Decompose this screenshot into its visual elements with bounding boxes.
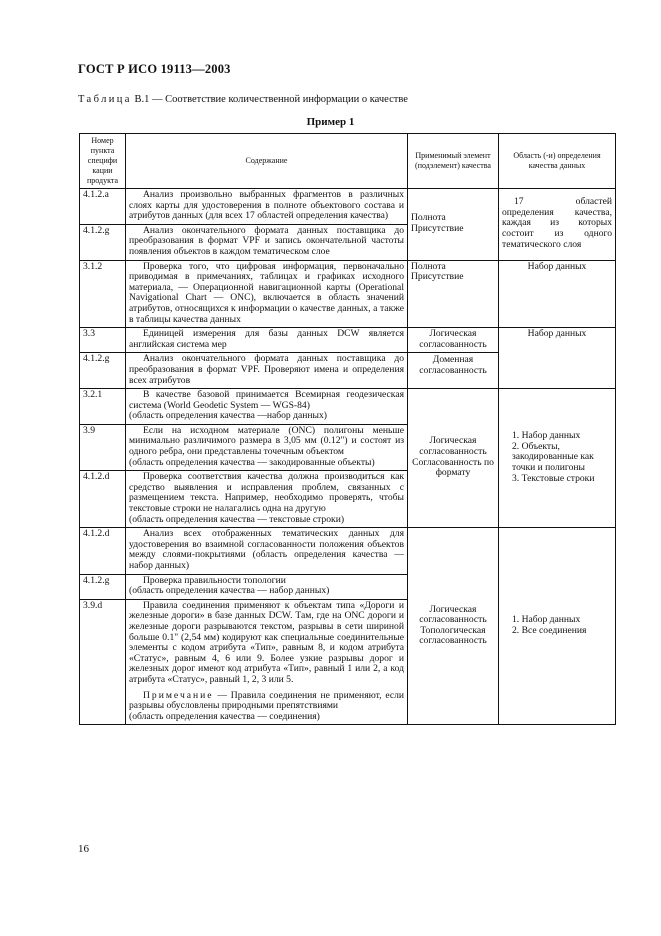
element-cell <box>408 189 499 261</box>
caption-id: В.1 <box>134 94 150 105</box>
clause-number: 4.1.2.a <box>80 189 126 225</box>
content-cell <box>126 328 408 353</box>
area-list-item: 2. Объекты, закодированные как точки и полигоны <box>512 440 594 473</box>
area-text: 17 областей определения качества, каждая из которых состоит из одного тематического слоя <box>502 196 612 250</box>
clause-number: 3.2.1 <box>80 389 126 425</box>
content-text: Анализ всех отображенных тематических данных для удостоверения во взаимной согласованности положения объектов между слоями-покрытиями (область определения качества — набор данных) <box>129 528 404 571</box>
area-text: Набор данных <box>527 328 587 340</box>
area-list <box>502 431 612 484</box>
caption-label: Таблица <box>78 94 132 105</box>
element-cell <box>408 328 499 389</box>
clause-number: 3.1.2 <box>80 260 126 328</box>
content-cell <box>126 353 408 389</box>
area-text: Набор данных <box>527 260 587 272</box>
content-scope: (область определения качества —набор данных) <box>129 410 327 422</box>
subelement-name: Топологическая согласованность <box>419 624 487 647</box>
note-text: — Правила соединения не применяют, если разрывы обусловлены природными препятствиями <box>129 689 404 712</box>
content-note <box>129 691 404 712</box>
subelement-name: Присутствие <box>411 271 464 283</box>
table-caption <box>78 94 408 105</box>
content-scope: (область определения качества — набор данных) <box>129 585 330 597</box>
subelement-name: Доменная согласованность <box>408 352 498 376</box>
table-row <box>80 260 616 328</box>
header-element: Применимый элемент (подэлемент) качества <box>408 134 499 189</box>
area-list-item: 3. Текстовые строки <box>512 472 595 484</box>
area-cell <box>499 328 616 389</box>
content-text: Проверка правильности топологии <box>143 574 286 586</box>
element-name: Полнота <box>411 212 446 224</box>
content-text: Анализ окончательного формата данных поставщика до преобразования в формат VPF. Проверяют имена и определения всех атрибутов <box>129 353 404 386</box>
table-row <box>80 528 616 574</box>
note-label: Примечание <box>143 689 214 701</box>
area-cell <box>499 389 616 528</box>
area-list-item: 2. Все соединения <box>512 624 587 636</box>
area-cell <box>499 528 616 725</box>
clause-number: 3.3 <box>80 328 126 353</box>
document-header: ГОСТ Р ИСО 19113—2003 <box>78 62 231 76</box>
element-name: Логическая согласованность <box>419 328 487 350</box>
content-text: Единицей измерения для базы данных DCW является английская система мер <box>129 328 404 350</box>
quality-table <box>79 133 616 725</box>
element-cell <box>408 389 499 528</box>
clause-number: 4.1.2.g <box>80 574 126 599</box>
content-cell <box>126 424 408 470</box>
element-name: Логическая согласованность <box>419 603 487 626</box>
content-scope: (область определения качества — соединения) <box>129 710 320 722</box>
table-row <box>80 189 616 225</box>
caption-text: — Соответствие количественной информации о качестве <box>151 94 408 105</box>
clause-number: 3.9.d <box>80 599 126 725</box>
content-text: Проверка того, что цифровая информация, первоначально приводимая в примечаниях, таблицах и графиках исходного материала, — Операционной навигационной карты (Operational Navigational Chart — ONC), включается в область значений атрибутов, относящихся к информации о качестве данных, а также в таблицы качества данных <box>129 260 404 325</box>
area-cell <box>499 189 616 261</box>
area-list-item: 1. Набор данных <box>512 430 581 442</box>
content-cell <box>126 574 408 599</box>
element-name: Полнота <box>411 260 446 272</box>
content-cell <box>126 471 408 528</box>
content-text: Анализ окончательного формата данных поставщика до преобразования в формат VPF и запись окончательной частоты появления объектов в каждом тематическом слое <box>129 224 404 257</box>
element-name: Логическая согласованность <box>419 435 487 458</box>
content-text: Проверка соответствия качества должна производиться как средство выявления и исправления проблем, связанных с размещением текста. Например, необходимо проверять, чтобы текстовые строки не налагались одна на другую <box>129 471 404 515</box>
content-scope: (область определения качества — текстовые строки) <box>129 513 345 525</box>
content-cell <box>126 528 408 574</box>
element-cell <box>408 260 499 328</box>
content-cell <box>126 599 408 725</box>
table-row <box>80 389 616 425</box>
content-cell <box>126 389 408 425</box>
clause-number: 4.1.2.g <box>80 353 126 389</box>
content-text: Анализ произвольно выбранных фрагментов в различных слоях карты для удостоверения в полноте объектового состава и атрибутов данных (для всех 17 областей определения качества) <box>129 189 404 222</box>
area-cell <box>499 260 616 328</box>
content-text: В качестве базовой принимается Всемирная геодезическая система (World Geodetic System — WGS-84) <box>129 389 404 411</box>
table-row <box>80 328 616 353</box>
header-content: Содержание <box>126 134 408 189</box>
page-number: 16 <box>78 843 89 855</box>
content-text: Если на исходном материале (ONC) полигоны меньше минимально различимого размера в 3,05 мм (0.12") и состоят из одного ребра, они представлены точечным объектом <box>129 424 404 458</box>
header-area: Область (-и) определения качества данных <box>499 134 616 189</box>
clause-number: 4.1.2.d <box>80 471 126 528</box>
clause-number: 3.9 <box>80 424 126 470</box>
example-title: Пример 1 <box>306 116 355 128</box>
element-cell <box>408 528 499 725</box>
area-list <box>502 615 612 636</box>
content-cell <box>126 224 408 260</box>
content-text: Правила соединения применяют к объектам типа «Дороги и железные дороги» в базе данных DCW. Там, где на ONC дороги и железные дороги разрываются текстом, разрывы в сети шириной больше 0.1" (2,54 мм) кодируют как специальные соединительные элементы с кодом атрибута «Тип», равным 8, и кодом атрибута «Статус», равным 4, 6 или 9. Более узкие разрывы дорог и железных дорог имеют код атрибута «Тип», равный 1 или 2, а код атрибута «Статус», равный 1, 2, 3 или 5. <box>129 599 404 685</box>
subelement-name: Присутствие <box>411 222 464 234</box>
header-clause: Номер пункта специфи кации продукта <box>80 134 126 189</box>
clause-number: 4.1.2.g <box>80 224 126 260</box>
subelement-name: Согласованность по формату <box>412 456 494 479</box>
content-scope: (область определения качества — закодированные объекты) <box>129 456 375 468</box>
clause-number: 4.1.2.d <box>80 528 126 574</box>
content-cell <box>126 189 408 225</box>
area-list-item: 1. Набор данных <box>512 614 581 626</box>
content-cell <box>126 260 408 328</box>
